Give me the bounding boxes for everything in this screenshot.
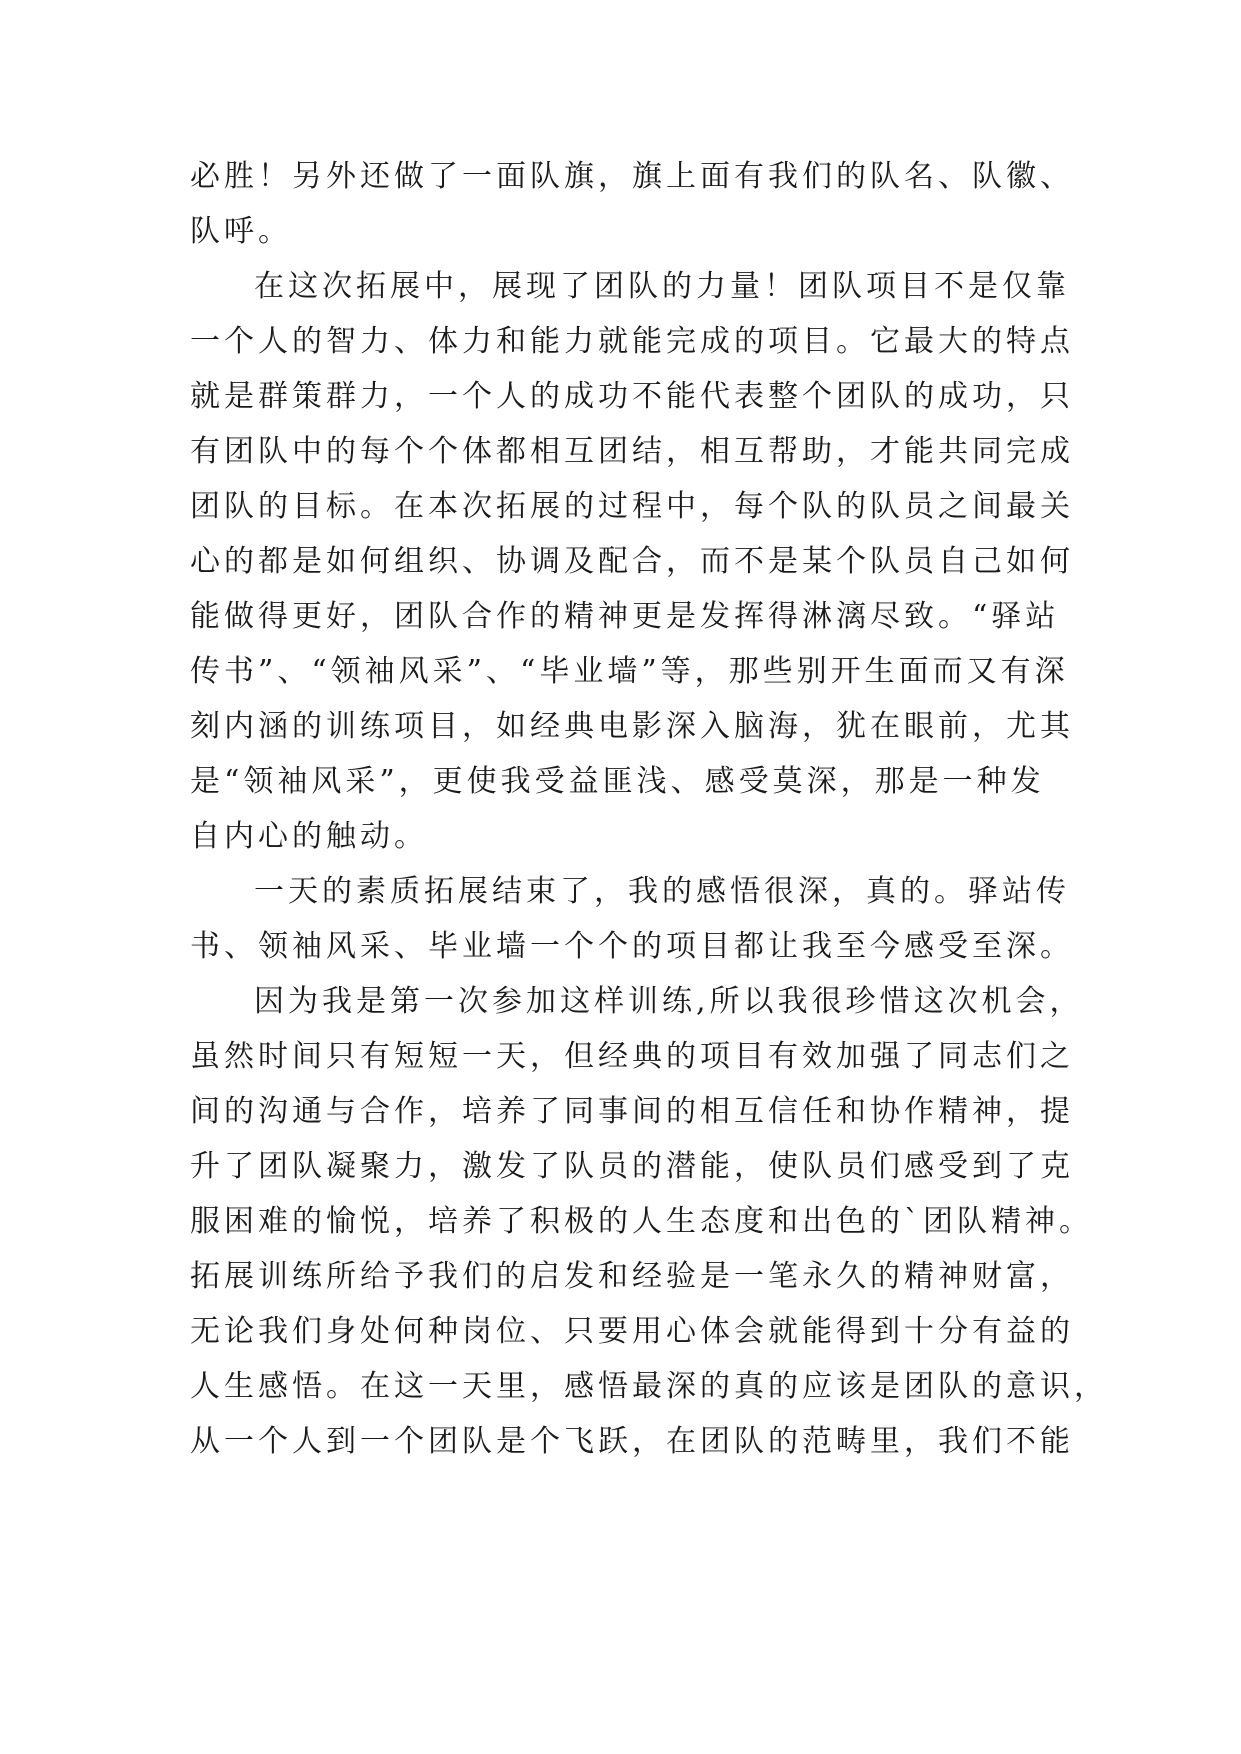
text-line: 团队的目标。在本次拓展的过程中，每个队的队员之间最关 [190, 489, 1074, 524]
text-line: 能做得更好，团队合作的精神更是发挥得淋漓尽致。“驿站 [190, 599, 1060, 634]
text-line: 间的沟通与合作，培养了同事间的相互信任和协作精神，提 [190, 1094, 1074, 1129]
text-line: 就是群策群力，一个人的成功不能代表整个团队的成功，只 [190, 379, 1074, 414]
paragraph-first-line: 在这次拓展中，展现了团队的力量！团队项目不是仅靠 [254, 269, 1070, 304]
text-line: 人生感悟。在这一天里，感悟最深的真的应该是团队的意识， [190, 1369, 1108, 1404]
text-line: 升了团队凝聚力，激发了队员的潜能，使队员们感受到了克 [190, 1149, 1074, 1184]
text-line: 是“领袖风采”，更使我受益匪浅、感受莫深，那是一种发 [190, 764, 1045, 799]
text-line: 自内心的触动。 [190, 819, 428, 854]
text-line: 从一个人到一个团队是个飞跃，在团队的范畴里，我们不能 [190, 1424, 1074, 1459]
paragraph-first-line: 一天的素质拓展结束了，我的感悟很深，真的。驿站传 [254, 874, 1070, 909]
paragraph-first-line: 因为我是第一次参加这样训练,所以我很珍惜这次机会， [254, 984, 1084, 1019]
text-line: 必胜！另外还做了一面队旗，旗上面有我们的队名、队徽、 [190, 159, 1074, 194]
text-line: 心的都是如何组织、协调及配合，而不是某个队员自己如何 [190, 544, 1074, 579]
text-line: 队呼。 [190, 214, 292, 249]
text-line: 有团队中的每个个体都相互团结，相互帮助，才能共同完成 [190, 434, 1074, 469]
text-line: 一个人的智力、体力和能力就能完成的项目。它最大的特点 [190, 324, 1074, 359]
text-line: 无论我们身处何种岗位、只要用心体会就能得到十分有益的 [190, 1314, 1074, 1349]
text-line: 虽然时间只有短短一天，但经典的项目有效加强了同志们之 [190, 1039, 1074, 1074]
text-line: 拓展训练所给予我们的启发和经验是一笔永久的精神财富， [190, 1259, 1074, 1294]
text-line: 书、领袖风采、毕业墙一个个的项目都让我至今感受至深。 [190, 929, 1074, 964]
text-line: 传书”、“领袖风采”、“毕业墙”等，那些别开生面而又有深 [190, 654, 1069, 689]
text-line: 服困难的愉悦，培养了积极的人生态度和出色的`团队精神。 [190, 1204, 1093, 1239]
text-line: 刻内涵的训练项目，如经典电影深入脑海，犹在眼前，尤其 [190, 709, 1074, 744]
